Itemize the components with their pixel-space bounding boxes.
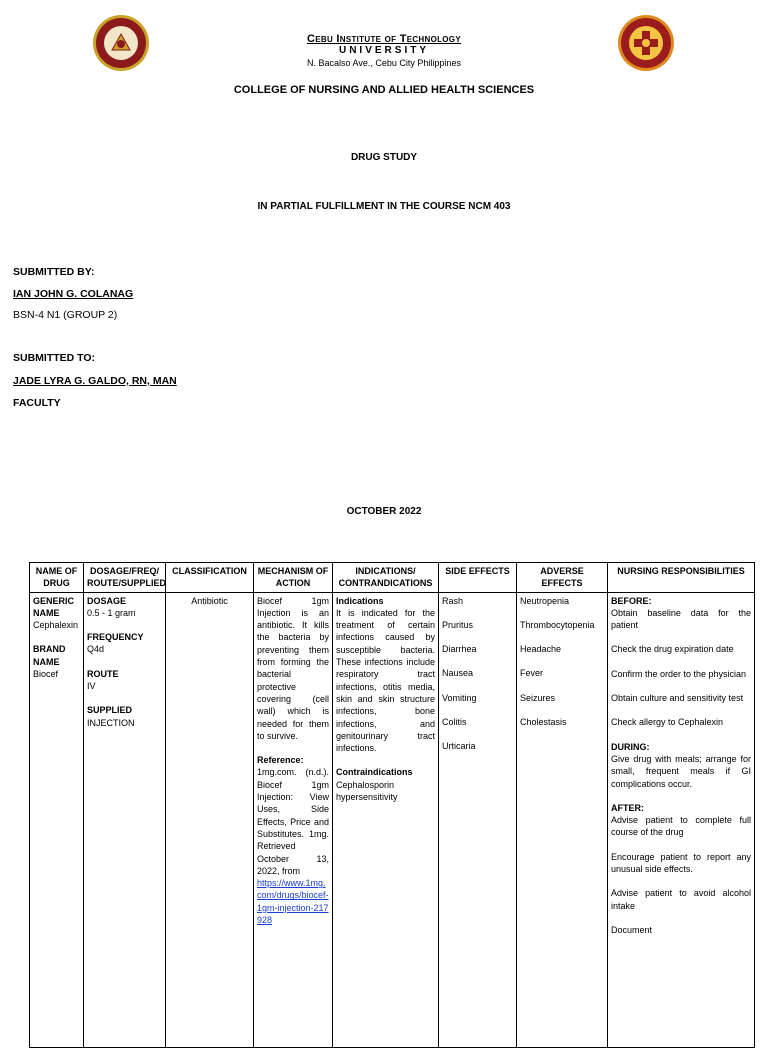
document-title: DRUG STUDY bbox=[350, 152, 418, 163]
reference-link[interactable]: https://www.1mg.com/drugs/biocef-1gm-injection-217928 bbox=[257, 878, 329, 926]
list-item: Obtain culture and sensitivity test bbox=[611, 693, 744, 704]
supplied-value: INJECTION bbox=[87, 717, 135, 728]
list-item: Document bbox=[611, 924, 653, 935]
header-dosage: DOSAGE/FREQ/ ROUTE/SUPPLIED bbox=[84, 563, 166, 593]
cell-dosage bbox=[84, 592, 166, 1047]
submitted-by-name: IAN JOHN G. COLANAG bbox=[13, 288, 134, 300]
header-side-effects: SIDE EFFECTS bbox=[439, 563, 517, 593]
list-item: Rash bbox=[442, 595, 464, 606]
list-item: Headache bbox=[520, 644, 562, 655]
submitted-to-role: FACULTY bbox=[13, 397, 61, 409]
cell-indications bbox=[333, 592, 439, 1047]
route-label: ROUTE bbox=[87, 668, 119, 679]
before-label: BEFORE: bbox=[611, 595, 652, 606]
list-item: Give drug with meals; arrange for small, frequent meals if GI complications occur. bbox=[611, 753, 751, 789]
submitted-to-name: JADE LYRA G. GALDO, RN, MAN bbox=[13, 375, 177, 387]
dosage-value: 0.5 - 1 gram bbox=[87, 607, 136, 618]
generic-name-value: Cephalexin bbox=[33, 620, 79, 631]
dosage-label: DOSAGE bbox=[87, 595, 127, 606]
frequency-value: Q4d bbox=[87, 644, 105, 655]
document-subtitle: IN PARTIAL FULFILLMENT IN THE COURSE NCM 403 bbox=[257, 201, 511, 212]
list-item: Cholestasis bbox=[520, 717, 567, 728]
document-date: OCTOBER 2022 bbox=[346, 506, 422, 517]
college-name: COLLEGE OF NURSING AND ALLIED HEALTH SCIENCES bbox=[233, 84, 535, 96]
header-indications: INDICATIONS/ CONTRANDICATIONS bbox=[333, 563, 439, 593]
drug-study-table bbox=[29, 562, 755, 1048]
list-item: Nausea bbox=[442, 668, 474, 679]
brand-name-value: Biocef bbox=[33, 669, 59, 680]
header-classification: CLASSIFICATION bbox=[166, 563, 254, 593]
reference-label: Reference: bbox=[257, 755, 304, 766]
list-item: Advise patient to avoid alcohol intake bbox=[611, 888, 751, 911]
header-name-of-drug: NAME OF DRUG bbox=[30, 563, 84, 593]
during-label: DURING: bbox=[611, 741, 650, 752]
contraindications-text: Cephalosporin hypersensitivity bbox=[336, 779, 398, 803]
list-item: Urticaria bbox=[442, 741, 476, 752]
header-adverse-effects: ADVERSE EFFECTS bbox=[517, 563, 608, 593]
indications-text: It is indicated for the treatment of certain infections caused by susceptible bacteria. These infections include respiratory tract infections, otitis media, skin and skin structure infections, bone infections, and genitourinary tract infections. bbox=[336, 607, 435, 754]
list-item: Advise patient to complete full course of the drug bbox=[611, 815, 751, 838]
list-item: Fever bbox=[520, 668, 544, 679]
institute-address: N. Bacalso Ave., Cebu City Philippines bbox=[307, 58, 461, 68]
institute-name: Cebu Institute of Technology bbox=[307, 33, 461, 45]
classification-value: Antibiotic bbox=[191, 595, 228, 606]
brand-name-label: BRAND NAME bbox=[33, 644, 66, 667]
list-item: Pruritus bbox=[442, 619, 474, 630]
list-item: Seizures bbox=[520, 692, 556, 703]
cell-mechanism bbox=[254, 592, 333, 1047]
generic-name-label: GENERIC NAME bbox=[33, 595, 75, 618]
cell-nursing-responsibilities bbox=[608, 592, 755, 1047]
route-value: IV bbox=[87, 681, 96, 692]
list-item: Neutropenia bbox=[520, 595, 570, 606]
list-item: Confirm the order to the physician bbox=[611, 668, 747, 679]
list-item: Check allergy to Cephalexin bbox=[611, 717, 724, 728]
contraindications-label: Contraindications bbox=[336, 767, 413, 778]
reference-text: 1mg.com. (n.d.). Biocef 1gm Injection: View Uses, Side Effects, Price and Substitutes. 1mg. Retrieved October 13, 2022, from bbox=[257, 767, 329, 876]
submitted-by-section: BSN-4 N1 (GROUP 2) bbox=[13, 309, 118, 321]
list-item: Vomiting bbox=[442, 692, 477, 703]
header-mechanism: MECHANISM OF ACTION bbox=[254, 563, 333, 593]
submitted-by-label: SUBMITTED BY: bbox=[13, 266, 95, 278]
list-item: Obtain baseline data for the patient bbox=[611, 607, 751, 631]
submitted-to-label: SUBMITTED TO: bbox=[13, 352, 96, 364]
university-name: UNIVERSITY bbox=[338, 45, 429, 56]
supplied-label: SUPPLIED bbox=[87, 705, 133, 716]
frequency-label: FREQUENCY bbox=[87, 632, 144, 643]
cell-name-of-drug bbox=[30, 592, 84, 1047]
list-item: Colitis bbox=[442, 717, 467, 728]
indications-label: Indications bbox=[336, 595, 384, 606]
list-item: Thrombocytopenia bbox=[520, 619, 595, 630]
after-label: AFTER: bbox=[611, 802, 644, 813]
header-nursing-responsibilities: NURSING RESPONSIBILITIES bbox=[608, 563, 755, 593]
cell-side-effects bbox=[439, 592, 517, 1047]
list-item: Diarrhea bbox=[442, 644, 477, 655]
list-item: Check the drug expiration date bbox=[611, 644, 734, 655]
table-row bbox=[30, 592, 755, 1047]
table-header-row bbox=[30, 563, 755, 593]
cell-classification bbox=[166, 592, 254, 1047]
list-item: Encourage patient to report any unusual side effects. bbox=[611, 851, 751, 875]
mechanism-text: Biocef 1gm Injection is an antibiotic. It kills the bacteria by preventing them from forming the bacterial protective covering (cell wall) which is needed for them to survive. bbox=[257, 595, 329, 741]
cell-adverse-effects bbox=[517, 592, 608, 1047]
